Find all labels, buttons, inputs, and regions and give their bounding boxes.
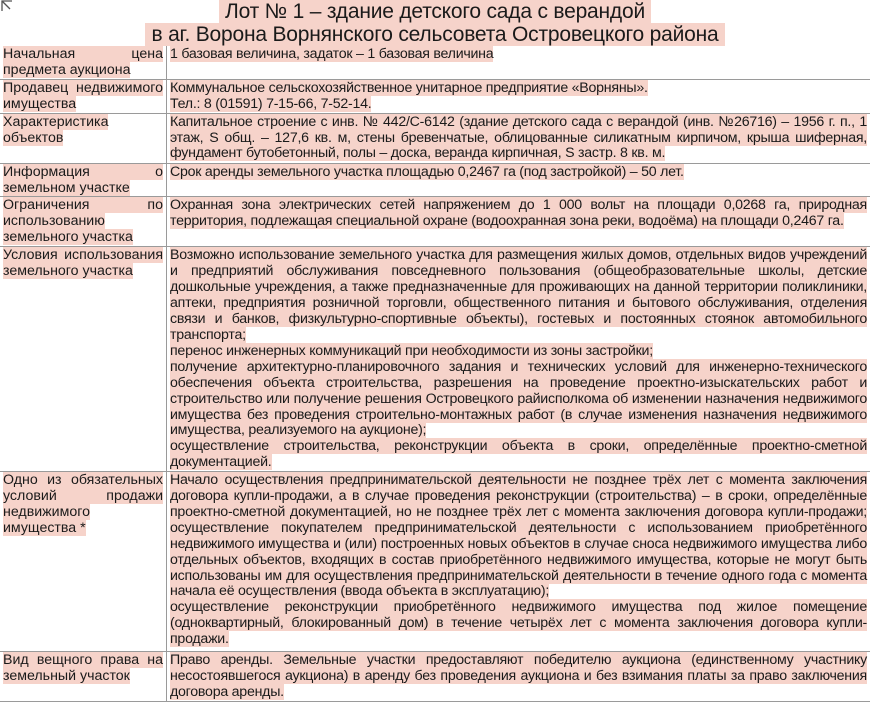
row-seller: [0, 79, 870, 113]
row-label: Начальная цена предмета аукциона: [0, 46, 167, 79]
row-value: Срок аренды земельного участка площадью 0,2467 га (под застройкой) – 50 лет.: [167, 163, 870, 197]
row-start-price: [0, 46, 870, 79]
row-label: Вид вещного права на земельный участок: [0, 652, 167, 702]
row-value: 1 базовая величина, задаток – 1 базовая величина: [167, 46, 870, 79]
row-label: Продавец недвижимого имущества: [0, 79, 167, 113]
row-label: Характеристика объектов: [0, 113, 167, 163]
row-land-use-conditions: [0, 247, 870, 472]
row-label: Одно из обязательных условий продажи недвижимого имущества *: [0, 472, 167, 652]
row-mandatory-sale-condition: [0, 472, 870, 652]
lot-title: [0, 0, 870, 46]
title-line-2: в аг. Ворона Ворнянского сельсовета Островецкого района: [0, 23, 870, 46]
row-value: Начало осуществления предпринимательской деятельности не позднее трёх лет с момента заключения договора купли-продажи, а в случае проведения реконструкции (строительства) – в сроки, определённые проектно-сметной документацией, но не позднее трёх лет с момента заключения договора купли-продажи; осуществление покупателем предпринимательской деятельности с использованием приобретённого недвижимого имущества и (или) построенных новых объектов в случае сноса недвижимого имущества либо отдельных объектов, входящих в состав приобретённого недвижимого имущества, которые не могут быть использованы им для осуществления предпринимательской деятельности в течение одного года с момента начала её осуществления (ввода объекта в эксплуатацию); осуществление реконструкции приобретённого недвижимого имущества под жилое помещение (одноквартирный, блокированный дом) в течение четырёх лет с момента заключения договора купли-продажи.: [167, 472, 870, 652]
row-property-right: [0, 652, 870, 702]
row-value: Право аренды. Земельные участки предоставляют победителю аукциона (единственному участнику несостоявшегося аукциона) в аренду без проведения аукциона и без взимания платы за право заключения договора аренды.: [167, 652, 870, 702]
row-value: Коммунальное сельскохозяйственное унитарное предприятие «Ворняны». Тел.: 8 (01591) 7-15-66, 7-52-14.: [167, 79, 870, 113]
row-value: Возможно использование земельного участка для размещения жилых домов, отдельных видов учреждений и предприятий обслуживания повседневного пользования (общеобразовательные школы, детские дошкольные учреждения, а также предназначенные для проживающих на данной территории поликлиники, аптеки, предприятия розничной торговли, общественного питания и бытового обслуживания, отделения связи и банков, физкультурно-спортивные объекты), гостевых и постоянных стоянок автомобильного транспорта; перенос инженерных коммуникаций при необходимости из зоны застройки; получение архитектурно-планировочного задания и технических условий для инженерно-технического обеспечения объекта строительства, разрешения на проведение проектно-изыскательских работ и строительство или получение решения Островецкого райисполкома об изменении назначения недвижимого имущества без проведения строительно-монтажных работ (в случае изменения назначения недвижимого имущества, реализуемого на аукционе); осуществление строительства, реконструкции объекта в сроки, определённые проектно-сметной документацией.: [167, 247, 870, 472]
lot-details-table: [0, 46, 870, 702]
row-land-info: [0, 163, 870, 197]
row-land-restrictions: [0, 197, 870, 247]
title-line-1: Лот № 1 – здание детского сада с верандой: [0, 0, 870, 23]
row-value: Охранная зона электрических сетей напряжением до 1 000 вольт на площади 0,0268 га, природная территория, подлежащая специальной охране (водоохранная зона реки, водоёма) на площади 0,2467 га.: [167, 197, 870, 247]
row-value: Капитальное строение с инв. № 442/С-6142 (здание детского сада с верандой (инв. №26716) – 1956 г. п., 1 этаж, S общ. – 127,6 кв. м, стены бревенчатые, облицованные силикатным кирпичом, крыша шиферная, фундамент бутобетонный, полы – доска, веранда кирпичная, S застр. 8 кв. м.: [167, 113, 870, 163]
row-label: Условия использования земельного участка: [0, 247, 167, 472]
row-label: Ограничения по использованию земельного участка: [0, 197, 167, 247]
row-label: Информация о земельном участке: [0, 163, 167, 197]
row-object-characteristics: [0, 113, 870, 163]
